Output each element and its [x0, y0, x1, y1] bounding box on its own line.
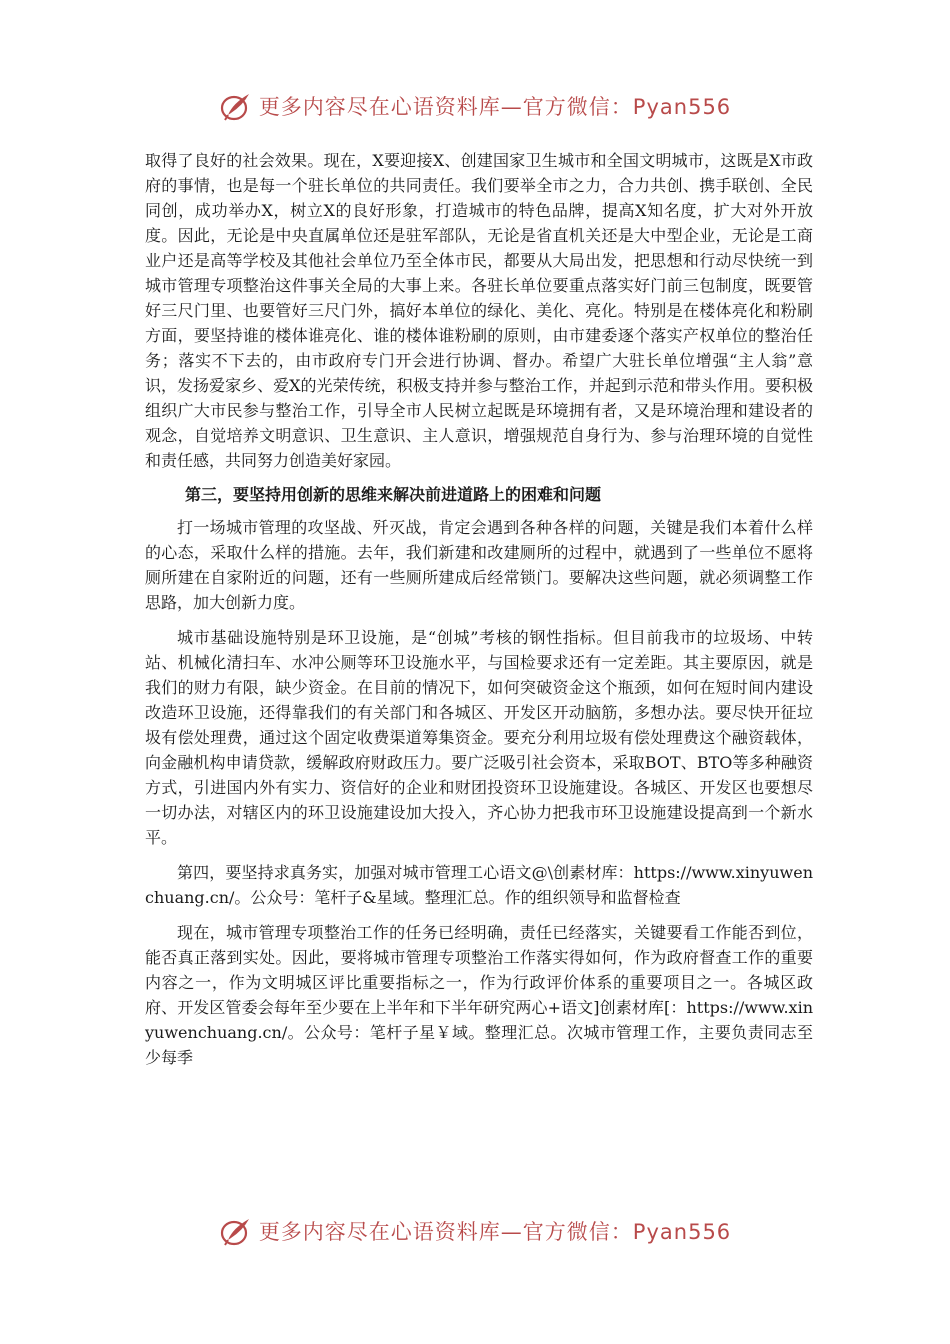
quill-pen-logo-icon — [219, 1214, 253, 1248]
footer-banner-text: 更多内容尽在心语资料库—官方微信：Pyan556 — [258, 1220, 732, 1244]
paragraph: 打一场城市管理的攻坚战、歼灭战，肯定会遇到各种各样的问题，关键是我们本着什么样的心态，采取什么样的措施。去年，我们新建和改建厕所的过程中，就遇到了一些单位不愿将厕所建在自家附近的问题，还有一些厕所建成后经常锁门。要解决这些问题，就必须调整工作思路，加大创新力度。 — [145, 518, 813, 612]
paragraph: 第四，要坚持求真务实，加强对城市管理工心语文@\创素材库：https://www.xinyuwenchuang.cn/。公众号：笔杆子&星域。整理汇总。作的组织领导和监督检查 — [145, 863, 813, 907]
paragraph: 现在，城市管理专项整治工作的任务已经明确，责任已经落实，关键要看工作能否到位，能否真正落到实处。因此，要将城市管理专项整治工作落实得如何，作为政府督查工作的重要内容之一，作为文明城区评比重要指标之一，作为行政评价体系的重要项目之一。各城区政府、开发区管委会每年至少要在上半年和下半年研究两心+语文]创素材库[：https://www.xinyuwenchuang.cn/。公众号：笔杆子星￥域。整理汇总。次城市管理工作，主要负责同志至少每季 — [145, 923, 813, 1067]
quill-pen-logo-icon — [219, 89, 253, 123]
header-banner-text: 更多内容尽在心语资料库—官方微信：Pyan556 — [258, 95, 732, 119]
paragraph: 城市基础设施特别是环卫设施，是“创城”考核的钢性指标。但目前我市的垃圾场、中转站、机械化清扫车、水冲公厕等环卫设施水平，与国检要求还有一定差距。其主要原因，就是我们的财力有限，缺少资金。在目前的情况下，如何突破资金这个瓶颈，如何在短时间内建设改造环卫设施，还得靠我们的有关部门和各城区、开发区开动脑筋，多想办法。要尽快开征垃圾有偿处理费，通过这个固定收费渠道筹集资金。要充分利用垃圾有偿处理费这个融资载体，向金融机构申请贷款，缓解政府财政压力。要广泛吸引社会资本，采取BOT、BTO等多种融资方式，引进国内外有实力、资信好的企业和财团投资环卫设施建设。各城区、开发区也要想尽一切办法，对辖区内的环卫设施建设加大投入，齐心协力把我市环卫设施建设提高到一个新水平。 — [145, 628, 813, 847]
header-banner — [0, 86, 950, 126]
section-heading: 第三，要坚持用创新的思维来解决前进道路上的困难和问题 — [185, 485, 602, 504]
document-body — [145, 148, 813, 1070]
footer-banner — [0, 1211, 950, 1251]
paragraph: 取得了良好的社会效果。现在，X要迎接X、创建国家卫生城市和全国文明城市，这既是X市政府的事情，也是每一个驻长单位的共同责任。我们要举全市之力，合力共创、携手联创、全民同创，成功举办X，树立X的良好形象，打造城市的特色品牌，提高X知名度，扩大对外开放度。因此，无论是中央直属单位还是驻军部队，无论是省直机关还是大中型企业，无论是工商业户还是高等学校及其他社会单位乃至全体市民，都要从大局出发，把思想和行动尽快统一到城市管理专项整治这件事关全局的大事上来。各驻长单位要重点落实好门前三包制度，既要管好三尺门里、也要管好三尺门外，搞好本单位的绿化、美化、亮化。特别是在楼体亮化和粉刷方面，要坚持谁的楼体谁亮化、谁的楼体谁粉刷的原则，由市建委逐个落实产权单位的整治任务；落实不下去的，由市政府专门开会进行协调、督办。希望广大驻长单位增强“主人翁”意识，发扬爱家乡、爱X的光荣传统，积极支持并参与整治工作，并起到示范和带头作用。要积极组织广大市民参与整治工作，引导全市人民树立起既是环境拥有者，又是环境治理和建设者的观念，自觉培养文明意识、卫生意识、主人意识，增强规范自身行为、参与治理环境的自觉性和责任感，共同努力创造美好家园。 — [145, 151, 813, 470]
